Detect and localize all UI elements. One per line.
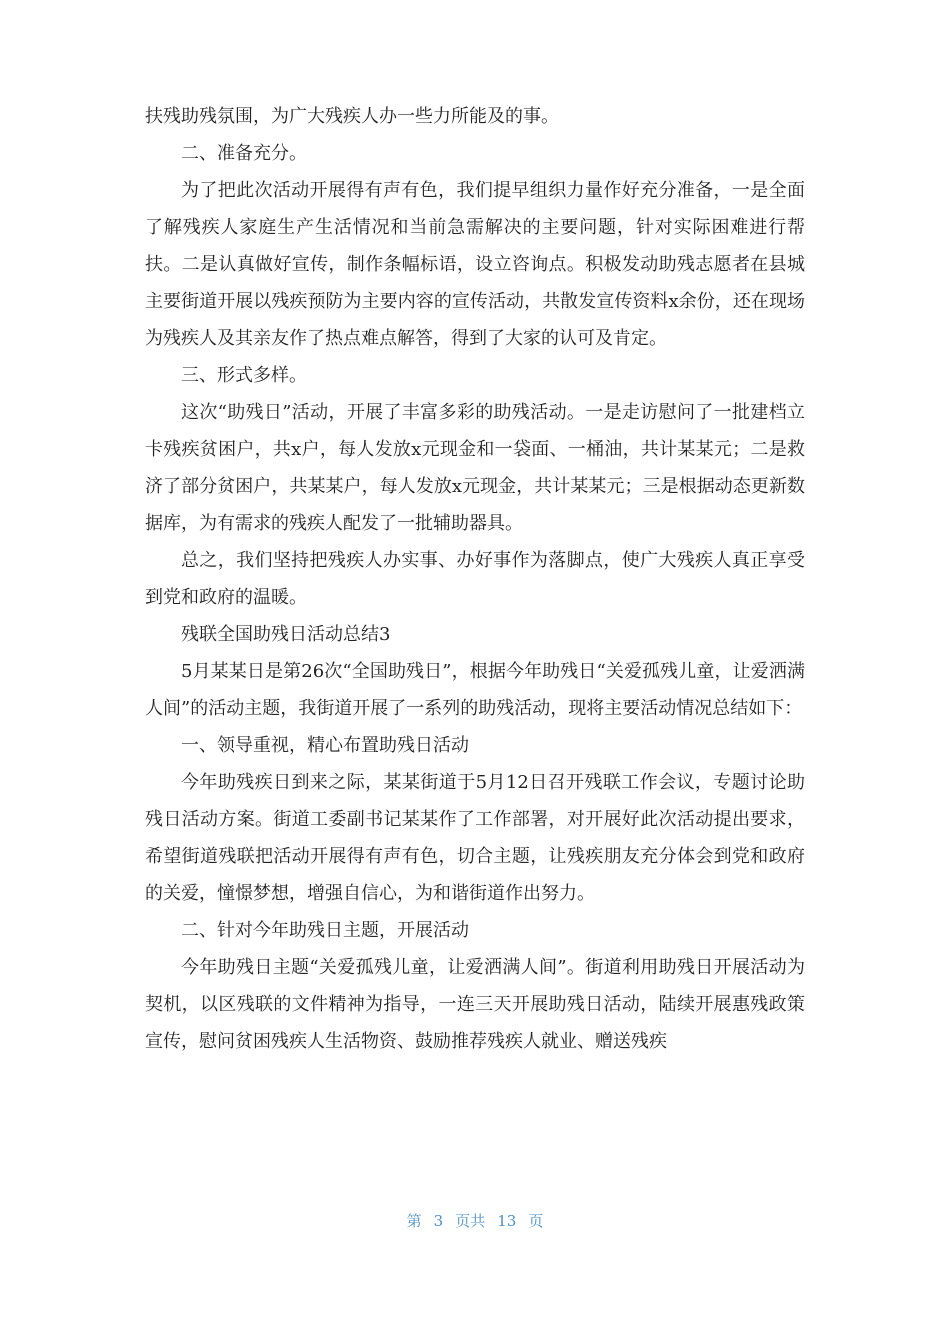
paragraph: 为了把此次活动开展得有声有色，我们提早组织力量作好充分准备，一是全面了解残疾人家庭生产生活情况和当前急需解决的主要问题，针对实际困难进行帮扶。二是认真做好宣传，制作条幅标语，设立咨询点。积极发动助残志愿者在县城主要街道开展以残疾预防为主要内容的宣传活动，共散发宣传资料x余份，还在现场为残疾人及其亲友作了热点难点解答，得到了大家的认可及肯定。 [145, 180, 805, 349]
section-heading: 三、形式多样。 [181, 365, 307, 386]
document-subtitle: 残联全国助残日活动总结3 [181, 624, 391, 645]
section-heading: 二、针对今年助残日主题，开展活动 [181, 920, 469, 941]
paragraph: 5月某某日是第26次“全国助残日”，根据今年助残日“关爱孤残儿童，让爱洒满人间”的活动主题，我街道开展了一系列的助残活动，现将主要活动情况总结如下： [145, 661, 805, 719]
page-current: 3 [433, 1212, 444, 1230]
paragraph: 总之，我们坚持把残疾人办实事、办好事作为落脚点，使广大残疾人真正享受到党和政府的温暖。 [145, 550, 805, 608]
paragraph: 扶残助残氛围，为广大残疾人办一些力所能及的事。 [145, 106, 559, 127]
section-heading: 一、领导重视，精心布置助残日活动 [181, 735, 469, 756]
page-total: 13 [497, 1212, 517, 1230]
paragraph: 今年助残疾日到来之际，某某街道于5月12日召开残联工作会议，专题讨论助残日活动方案。街道工委副书记某某作了工作部署，对开展好此次活动提出要求，希望街道残联把活动开展得有声有色，切合主题，让残疾朋友充分体会到党和政府的关爱，憧憬梦想，增强自信心，为和谐街道作出努力。 [145, 772, 805, 904]
footer-label-di: 第 [406, 1212, 422, 1230]
section-heading: 二、准备充分。 [181, 143, 307, 164]
paragraph: 这次“助残日”活动，开展了丰富多彩的助残活动。一是走访慰问了一批建档立卡残疾贫困户，共x户，每人发放x元现金和一袋面、一桶油，共计某某元；二是救济了部分贫困户，共某某户，每人发放x元现金，共计某某元；三是根据动态更新数据库，为有需求的残疾人配发了一批辅助器具。 [145, 402, 805, 534]
footer-label-ye: 页 [528, 1212, 544, 1230]
footer-label-ye-gong: 页共 [455, 1212, 486, 1230]
document-body [145, 98, 805, 1060]
paragraph: 今年助残日主题“关爱孤残儿童，让爱洒满人间”。街道利用助残日开展活动为契机，以区残联的文件精神为指导，一连三天开展助残日活动，陆续开展惠残政策宣传，慰问贫困残疾人生活物资、鼓励推荐残疾人就业、赠送残疾 [145, 957, 805, 1052]
page-footer [0, 1210, 950, 1231]
